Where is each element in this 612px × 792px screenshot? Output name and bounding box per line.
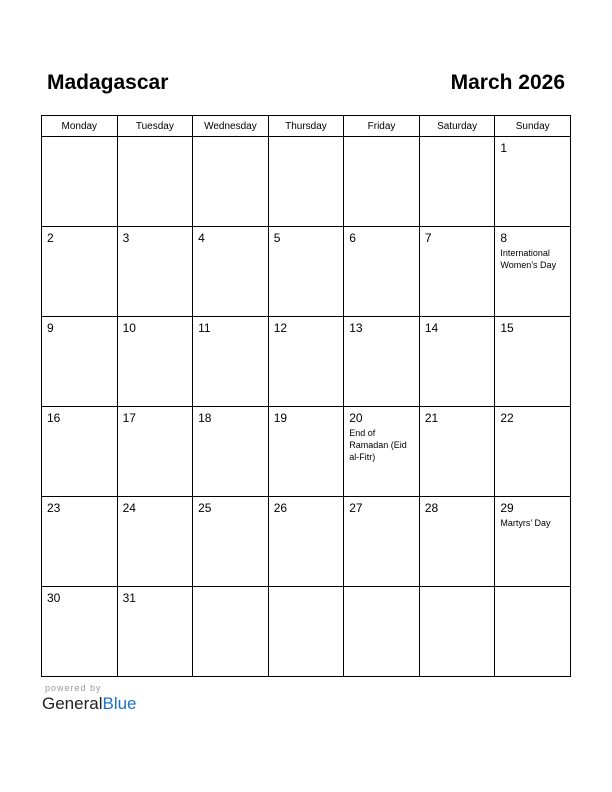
day-number: 30 bbox=[47, 591, 61, 605]
day-cell bbox=[268, 317, 344, 407]
weekday-header: Wednesday bbox=[193, 116, 269, 137]
day-number: 19 bbox=[273, 411, 288, 425]
day-number: 22 bbox=[500, 411, 514, 425]
day-cell bbox=[117, 137, 193, 227]
day-number: 25 bbox=[198, 501, 212, 515]
day-cell bbox=[344, 407, 420, 497]
day-cell bbox=[193, 407, 269, 497]
day-number: 9 bbox=[47, 321, 54, 335]
day-cell bbox=[268, 587, 344, 677]
weekday-header: Saturday bbox=[419, 116, 495, 137]
day-cell bbox=[42, 137, 118, 227]
day-number: 28 bbox=[424, 501, 439, 515]
day-number: 26 bbox=[273, 501, 288, 515]
day-cell bbox=[419, 227, 495, 317]
day-number: 17 bbox=[122, 411, 136, 425]
week-row bbox=[42, 227, 571, 317]
day-cell bbox=[42, 407, 118, 497]
day-number: 16 bbox=[47, 411, 61, 425]
day-cell bbox=[495, 587, 571, 677]
weekday-header: Monday bbox=[42, 116, 118, 137]
day-cell bbox=[193, 587, 269, 677]
country-title: Madagascar bbox=[47, 71, 169, 94]
week-row bbox=[42, 587, 571, 677]
day-number: 10 bbox=[122, 321, 136, 335]
day-number: 5 bbox=[273, 231, 281, 245]
day-number: 20 bbox=[349, 411, 363, 425]
week-row bbox=[42, 317, 571, 407]
day-cell bbox=[42, 587, 118, 677]
month-title: March 2026 bbox=[450, 71, 565, 94]
day-cell bbox=[419, 497, 495, 587]
day-cell bbox=[344, 137, 420, 227]
day-cell bbox=[268, 227, 344, 317]
day-cell bbox=[419, 137, 495, 227]
holiday-label: International Women’s Day bbox=[500, 248, 557, 270]
day-cell bbox=[117, 317, 193, 407]
day-number: 7 bbox=[424, 231, 432, 245]
day-number: 15 bbox=[500, 321, 514, 335]
day-cell bbox=[268, 137, 344, 227]
day-cell bbox=[495, 137, 571, 227]
day-cell bbox=[495, 317, 571, 407]
day-number: 3 bbox=[122, 231, 130, 245]
weekday-header-row bbox=[42, 116, 571, 137]
weekday-header: Sunday bbox=[495, 116, 571, 137]
calendar-grid bbox=[41, 115, 571, 677]
day-cell bbox=[193, 137, 269, 227]
day-cell bbox=[268, 497, 344, 587]
day-cell bbox=[42, 227, 118, 317]
day-cell bbox=[495, 407, 571, 497]
day-cell bbox=[268, 407, 344, 497]
weekday-header: Tuesday bbox=[117, 116, 193, 137]
day-cell bbox=[193, 497, 269, 587]
day-cell bbox=[193, 317, 269, 407]
day-number: 2 bbox=[47, 231, 54, 245]
day-number: 24 bbox=[122, 501, 136, 515]
day-number: 18 bbox=[198, 411, 212, 425]
day-number: 13 bbox=[349, 321, 363, 335]
day-cell bbox=[193, 227, 269, 317]
day-cell bbox=[495, 227, 571, 317]
day-number: 4 bbox=[198, 231, 205, 245]
holiday-label: Martyrs’ Day bbox=[500, 518, 551, 528]
day-number: 21 bbox=[424, 411, 439, 425]
day-cell bbox=[117, 497, 193, 587]
day-number: 31 bbox=[122, 591, 136, 605]
weekday-header: Thursday bbox=[268, 116, 344, 137]
brand-general: General bbox=[42, 694, 103, 713]
day-number: 14 bbox=[424, 321, 439, 335]
brand-blue: Blue bbox=[102, 694, 137, 713]
day-cell bbox=[344, 497, 420, 587]
day-number: 8 bbox=[500, 231, 508, 245]
holiday-label: End of Ramadan (Eid al-Fitr) bbox=[349, 428, 407, 462]
brand-logo[interactable] bbox=[42, 694, 137, 714]
day-cell bbox=[344, 317, 420, 407]
day-number: 12 bbox=[273, 321, 288, 335]
day-cell bbox=[419, 407, 495, 497]
day-number: 6 bbox=[349, 231, 356, 245]
day-cell bbox=[42, 497, 118, 587]
day-number: 11 bbox=[198, 321, 211, 335]
week-row bbox=[42, 497, 571, 587]
day-cell bbox=[117, 587, 193, 677]
day-cell bbox=[495, 497, 571, 587]
day-cell bbox=[117, 407, 193, 497]
day-cell bbox=[419, 317, 495, 407]
day-number: 29 bbox=[500, 501, 514, 515]
day-cell bbox=[117, 227, 193, 317]
powered-by-label: powered by bbox=[45, 683, 102, 693]
week-row bbox=[42, 407, 571, 497]
day-cell bbox=[344, 587, 420, 677]
day-cell bbox=[344, 227, 420, 317]
day-number: 23 bbox=[47, 501, 61, 515]
day-cell bbox=[42, 317, 118, 407]
day-cell bbox=[419, 587, 495, 677]
day-number: 27 bbox=[349, 501, 363, 515]
week-row bbox=[42, 137, 571, 227]
day-number: 1 bbox=[500, 141, 508, 155]
weekday-header: Friday bbox=[344, 116, 420, 137]
